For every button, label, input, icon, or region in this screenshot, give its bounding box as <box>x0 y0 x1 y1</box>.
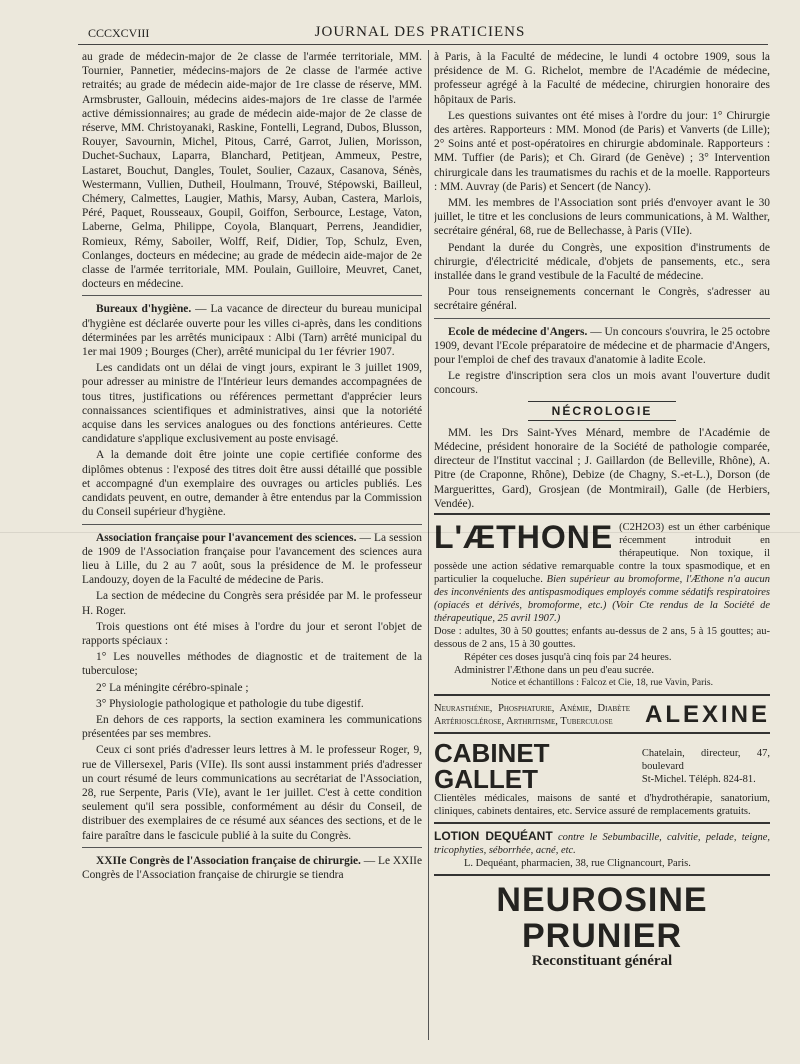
ad-alexine <box>434 694 770 732</box>
ad-cabinet-gallet <box>434 732 770 822</box>
ad-neurosine <box>434 874 770 972</box>
paper-fold <box>0 532 800 533</box>
ad-ethone <box>434 513 770 694</box>
section-rule <box>82 295 422 296</box>
afas-title: Association française pour l'avancement des sciences. <box>96 531 357 544</box>
column-divider <box>428 50 429 1040</box>
gallet-address-1: Chatelain, directeur, 47, boulevard <box>641 747 770 772</box>
dequeant-indications: contre le Sebumbacille, calvitie, pelade, teigne, tricophyties, séborrhée, acné, etc. <box>434 832 770 857</box>
gallet-address-2: St-Michel. Téléph. 824-81. <box>641 773 756 785</box>
angers-title: Ecole de médecine d'Angers. <box>448 325 588 338</box>
afas-intro: — La session de 1909 de l'Association française pour l'avancement des sciences aura lieu à Lille, du 2 au 7 août, sous la présidence de M. le professeur Landouzy, doyen de la Faculté de médecine de Paris. <box>82 531 422 587</box>
journal-title: JOURNAL DES PRATICIENS <box>314 24 526 40</box>
neurosine-subtitle: Reconstituant général <box>531 953 673 970</box>
surgery-members-note: MM. les membres de l'Association sont priés d'envoyer avant le 30 juillet, le titre et les conclusions de leurs communications, à M. Walther, secrétaire général, 68, rue de Bellechasse, à Paris (VIIe). <box>434 197 770 238</box>
gallet-brand: CABINET GALLET <box>434 738 550 795</box>
alexine-indications: Neurasthénie, Phosphaturie, Anémie, Diabète Artériosclérose, Arthritisme, Tuberculose <box>434 703 630 728</box>
header-rule <box>78 44 768 45</box>
surgery-exhibition: Pendant la durée du Congrès, une exposition d'instruments de chirurgie, d'électricité médicale, d'objets de pansements, etc., sera installée dans le grand vestibule de la Faculté de médecine. <box>434 241 770 283</box>
neurosine-brand: NEUROSINE PRUNIER <box>496 881 708 956</box>
hygiene-intro: — La vacance de directeur du bureau municipal d'hygiène est déclarée ouverte pour les villes ci-après, dans les conditions déterminées par les arrêtés municipaux : Albi (Tarn) arrêté municipal du 1er mai 1909 ; Bourges (Cher), arrêté municipal du 1er février 1907. <box>82 303 422 359</box>
ethone-dosage <box>434 625 770 690</box>
military-promotions-paragraph: au grade de médecin-major de 2e classe de l'armée territoriale, MM. Tournier, Pannetier, médecins-majors de 2e classe de l'armée active retraités; au grade de médecin aide-major de 1re classe de réserve, MM. Armsbruster, Gallouin, médecins aides-majors de 1re classe de l'armée active démissionnaires; au grade de médecin aide-major de 2e classe de réserve, MM. Christoyanaki, Raskine, Fontelli, Legrand, Dubos, Blusson, Rouyer, Savournin, Michel, Pitous, Carré, Garrot, Julien, Morisson, Duchet-Suchaux, Laparra, Blanchard, Petitjean, Ammeux, Pestre, Lastaret, Bouchut, Dangles, Toulet, Soulier, Cazaux, Casanova, Sénès, Westermann, Vullien, Dutheil, Houlmann, Trouvé, Stépowski, Bailleul, Chémery, Calmettes, Laugier, Mathis, Marsy, Auban, Castera, Marlois, Péré, Paquet, Rousseaux, Goupil, Goiffon, Serbource, Lestage, Vaton, Laberne, Gelma, Philippe, Coyola, Blanquart, Perrens, Jeandidier, Romieux, Rémy, Saboiler, Wolff, Reif, Didier, Top, Schulz, Even, Conlanges, docteurs en médecine; au grade de médecin aide-major de 2e classe de l'armée territoriale, MM. Poulain, Guilloire, Meuvret, Canet, docteurs en médecine. <box>82 51 422 291</box>
dequeant-address: L. Dequéant, pharmacien, 38, rue Clignancourt, Paris. <box>464 858 691 870</box>
angers-intro: — Un concours s'ouvrira, le 25 octobre 1909, devant l'Ecole préparatoire de médecine et de pharmacie d'Angers, pour l'emploi de chef des travaux d'anatomie à ladite Ecole. <box>434 325 770 367</box>
necrology-text: MM. les Drs Saint-Yves Ménard, membre de l'Académie de Médecine, président honoraire de la Société de pathologie comparée, directeur de l'Institut vaccinal ; J. Gaillardon (de Belleville, Rhône), A. Pitre (de Craponne, Rhône), Debize (de Chagny, S.-et-L.), Dorson (de Marguerittes, Gard), Grosjean (de Montmirail), Galle (de Herbiers, Vendée). <box>434 426 770 510</box>
surgery-congress-section <box>82 854 422 882</box>
surgery-congress-intro: — Le XXIIe Congrès de l'Association française de chirurgie se tiendra <box>82 854 422 881</box>
hygiene-paragraph-3: A la demande doit être jointe une copie certifiée conforme des diplômes obtenus : l'exposé des titres doit être aussi détaillé que possible et accompagné d'un exemplaire des ouvrages ou articles publiés. Les candidats peuvent, en outre, demander à être entendus par la Commission du Conseil supérieur d'hygiène. <box>82 449 422 519</box>
ethone-brand: L'ÆTHONE <box>434 519 614 556</box>
page-number: CCCXCVIII <box>88 26 150 40</box>
necrology-heading: NÉCROLOGIE <box>528 401 677 421</box>
surgery-info: Pour tous renseignements concernant le Congrès, s'adresser au secrétaire général. <box>434 286 770 313</box>
section-rule <box>82 524 422 525</box>
ethone-dose-2: Répéter ces doses jusqu'à cinq fois par 24 heures. <box>464 652 672 664</box>
ethone-line-2: Non toxique, il possède une action sédative remarquable contre la toux spasmodique, et en particulier la coqueluche. <box>434 548 770 586</box>
surgery-congress-continued: à Paris, à la Faculté de médecine, le lundi 4 octobre 1909, sous la présidence de M. G. Richelot, membre de l'Académie de médecine, professeur agrégé à la Faculté de médecine, chirurgien honoraire des hôpitaux de Paris. <box>434 51 770 106</box>
necrology-heading-wrap <box>434 404 770 418</box>
ethone-dose-3: Administrer l'Æthone dans un peu d'eau sucrée. <box>454 665 655 677</box>
gallet-services: Clientèles médicales, maisons de santé et d'hydrothérapie, sanatorium, cliniques, cabinets dentaires, etc. Service assuré de remplacements gratuits. <box>434 793 770 818</box>
ethone-line-3: Bien supérieur au bromoforme, l'Æthone n'a aucun des inconvénients des antispasmodiques employés comme sédatifs respiratoires (opiacés et dérivés, bromoforme, etc.) (Voir Cte rendus de la Société de thérapeutique, 25 avril 1907.) <box>434 574 770 625</box>
angers-paragraph-2: Le registre d'inscription sera clos un mois avant l'ouverture dudit concours. <box>434 370 770 397</box>
afas-question-3: 3° Physiologie pathologique et pathologie du tube digestif. <box>96 697 364 710</box>
hygiene-section <box>82 302 422 359</box>
alexine-brand: ALEXINE <box>644 700 770 728</box>
afas-section <box>82 531 422 588</box>
ad-lotion-dequeant <box>434 822 770 874</box>
ethone-contact: Notice et échantillons : Falcoz et Cie, 18, rue Vavin, Paris. <box>491 678 713 689</box>
afas-question-2: 2° La méningite cérébro-spinale ; <box>96 681 249 694</box>
ethone-dose-1: Dose : adultes, 30 à 50 gouttes; enfants au-dessus de 2 ans, 5 à 15 gouttes; au-dessous de 2 ans, 15 à 30 gouttes. <box>434 626 770 651</box>
afas-paragraph-5: Ceux ci sont priés d'adresser leurs lettres à M. le professeur Roger, 9, rue de Villersexel, Paris (VIIe). Ils sont aussi instamment priés d'adresser un court résumé de leurs communications au secrétariat de l'Association, 28, rue Serpente, Paris (VIe), avant le 1er juillet. C'est à cette condition seulement qu'il sera possible, conformément au désir du Conseil, de distribuer des exemplaires de ce résumé aux séances des sections, et de le faire paraître dans le fascicule publié à la suite du Congrès. <box>82 744 422 842</box>
ethone-line-1: est un éther carbénique récemment introduit en thérapeutique. <box>619 522 770 560</box>
surgery-congress-title: XXIIe Congrès de l'Association française de chirurgie. <box>96 854 361 867</box>
page-header <box>70 22 770 44</box>
afas-paragraph-2: La section de médecine du Congrès sera présidée par M. le professeur H. Roger. <box>82 590 422 617</box>
afas-paragraph-4: En dehors de ces rapports, la section examinera les communications présentées par ses membres. <box>82 713 422 741</box>
afas-paragraph-3: Trois questions ont été mises à l'ordre du jour et seront l'objet de rapports spéciaux : <box>82 620 422 647</box>
gallet-header <box>434 738 770 795</box>
angers-section <box>434 325 770 368</box>
afas-question-1: 1° Les nouvelles méthodes de diagnostic et de traitement de la tuberculose; <box>82 651 422 678</box>
section-rule <box>434 318 770 319</box>
section-rule <box>82 847 422 848</box>
left-column <box>82 50 422 1050</box>
hygiene-title: Bureaux d'hygiène. <box>96 303 192 316</box>
right-column <box>434 50 770 1050</box>
surgery-questions: Les questions suivantes ont été mises à l'ordre du jour: 1° Chirurgie des artères. Rapporteurs : MM. Monod (de Paris) et Vanverts (de Lille); 2° Soins anté et post-opératoires en chirurgie abdominale. Rapporteurs : MM. Tuffier (de Paris); et Ch. Girard (de Genève) ; 3° Intervention chirurgicale dans les traumatismes du rachis et de la moelle. Rapporteurs : MM. Auvray (de Paris) et Sencert (de Nancy). <box>434 109 770 193</box>
ethone-formula: (C2H2O3) <box>619 522 665 534</box>
hygiene-paragraph-2: Les candidats ont un délai de vingt jours, expirant le 3 juillet 1909, pour adresser au ministre de l'Intérieur leurs demandes accompagnées de tous titres, justifications ou références permettant d'apprécier leurs connaissances scientifiques et administratives, ainsi que la notoriété acquise dans les services analogues ou des fonctions antérieures. Cette candidature s'applique exclusivement au poste envisagé. <box>82 362 422 446</box>
gallet-address <box>642 747 770 786</box>
dequeant-brand: LOTION DEQUÉANT <box>434 829 553 844</box>
